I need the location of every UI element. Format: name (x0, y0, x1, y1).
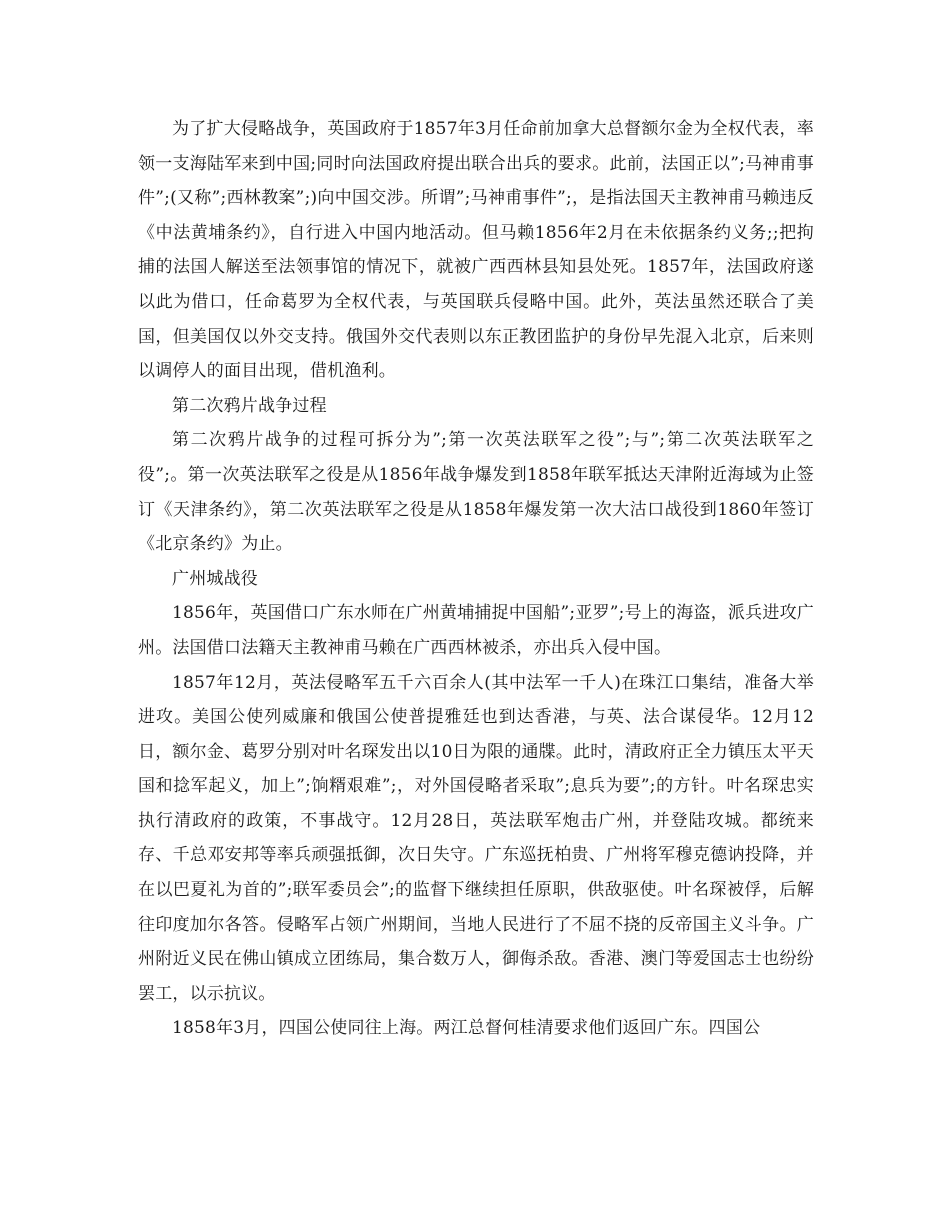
paragraph-war-phases: 第二次鸦片战争的过程可拆分为”;第一次英法联军之役”;与”;第二次英法联军之役”;。第一次英法联军之役是从1856年战争爆发到1858年联军抵达天津附近海域为止签订《天津条约》，第二次英法联军之役是从1858年爆发第一次大沽口战役到1860年签订《北京条约》为止。 (138, 430, 814, 555)
section-heading-guangzhou-battle: 广州城战役 (172, 568, 258, 589)
paragraph-background: 为了扩大侵略战争，英国政府于1857年3月任命前加拿大总督额尔金为全权代表，率领一支海陆军来到中国;同时向法国政府提出联合出兵的要求。此前，法国正以”;马神甫事件”;(又称”;西林教案”;)向中国交涉。所谓”;马神甫事件”;，是指法国天主教神甫马赖违反《中法黄埔条约》，自行进入中国内地活动。但马赖1856年2月在未依据条约义务;;把拘捕的法国人解送至法领事馆的情况下，就被广西西林县知县处死。1857年，法国政府遂以此为借口，任命葛罗为全权代表，与英国联兵侵略中国。此外，英法虽然还联合了美国，但美国仅以外交支持。俄国外交代表则以东正教团监护的身份早先混入北京，后来则以调停人的面目出现，借机渔利。 (138, 119, 814, 382)
paragraph-1856-attack: 1856年，英国借口广东水师在广州黄埔捕捉中国船”;亚罗”;号上的海盗，派兵进攻广州。法国借口法籍天主教神甫马赖在广西西林被杀，亦出兵入侵中国。 (138, 603, 814, 658)
section-heading-war-process: 第二次鸦片战争过程 (172, 395, 327, 416)
paragraph-1858-shanghai: 1858年3月，四国公使同往上海。两江总督何桂清要求他们返回广东。四国公 (172, 1018, 761, 1039)
document-page (138, 112, 814, 1046)
paragraph-1857-guangzhou: 1857年12月，英法侵略军五千六百余人(其中法军一千人)在珠江口集结，准备大举进攻。美国公使列威廉和俄国公使普提雅廷也到达香港，与英、法合谋侵华。12月12日，额尔金、葛罗分别对叶名琛发出以10日为限的通牒。此时，清政府正全力镇压太平天国和捻军起义，加上”;饷糈艰难”;，对外国侵略者采取”;息兵为要”;的方针。叶名琛忠实执行清政府的政策，不事战守。12月28日，英法联军炮击广州，并登陆攻城。都统来存、千总邓安邦等率兵顽强抵御，次日失守。广东巡抚柏贵、广州将军穆克德讷投降，并在以巴夏礼为首的”;联军委员会”;的监督下继续担任原职，供敌驱使。叶名琛被俘，后解往印度加尔各答。侵略军占领广州期间，当地人民进行了不屈不挠的反帝国主义斗争。广州附近义民在佛山镇成立团练局，集合数万人，御侮杀敌。香港、澳门等爱国志士也纷纷罢工，以示抗议。 (138, 672, 814, 1004)
